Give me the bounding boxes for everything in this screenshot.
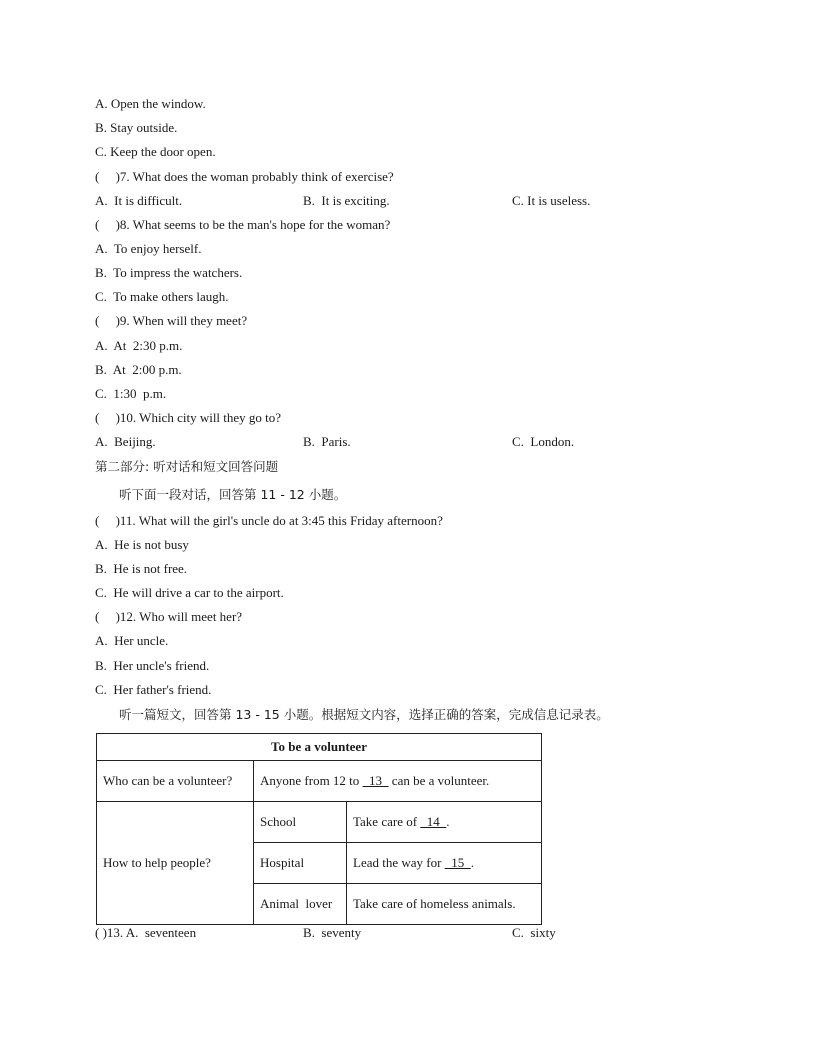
blank-14: 14: [420, 814, 447, 829]
q7-question: ( )7. What does the woman probably think of exercise?: [95, 169, 394, 184]
who-can-volunteer-label: Who can be a volunteer?: [97, 761, 254, 802]
q10-option-a: A. Beijing.: [95, 434, 156, 449]
place-animal-lover: Animal lover: [254, 884, 347, 925]
q13-question: ( )13. A. seventeen: [95, 925, 197, 940]
hospital-text-post: .: [470, 855, 474, 870]
q8-option-a: A. To enjoy herself.: [95, 241, 202, 256]
blank-15: 15: [444, 855, 471, 870]
animal-lover-task: Take care of homeless animals.: [347, 884, 542, 925]
school-text-post: .: [446, 814, 450, 829]
blank-13: 13: [362, 773, 389, 788]
q7-option-a: A. It is difficult.: [95, 193, 183, 208]
row1-text-post: can be a volunteer.: [388, 773, 490, 788]
hospital-task: [347, 843, 542, 884]
q9-option-a: A. At 2:30 p.m.: [95, 338, 183, 353]
volunteer-record-table: [96, 733, 542, 925]
q11-option-c: C. He will drive a car to the airport.: [95, 585, 284, 600]
q12-option-c: C. Her father's friend.: [95, 682, 212, 697]
q12-option-a: A. Her uncle.: [95, 633, 169, 648]
q11-question: ( )11. What will the girl's uncle do at 3:45 this Friday afternoon?: [95, 513, 443, 528]
who-can-volunteer-answer: [254, 761, 542, 802]
q9-option-b: B. At 2:00 p.m.: [95, 362, 182, 377]
place-hospital: Hospital: [254, 843, 347, 884]
q13-option-c: C. sixty: [512, 925, 556, 940]
q11-option-a: A. He is not busy: [95, 537, 189, 552]
place-school: School: [254, 802, 347, 843]
row1-text-pre: Anyone from 12 to: [260, 773, 363, 788]
q9-question: ( )9. When will they meet?: [95, 313, 248, 328]
q8-question: ( )8. What seems to be the man's hope for the woman?: [95, 217, 391, 232]
q12-question: ( )12. Who will meet her?: [95, 609, 243, 624]
part2-heading: 第二部分: 听对话和短文回答问题: [95, 459, 279, 474]
q9-option-c: C. 1:30 p.m.: [95, 386, 167, 401]
hospital-text-pre: Lead the way for: [353, 855, 445, 870]
q8-option-c: C. To make others laugh.: [95, 289, 229, 304]
q7-option-c: C. It is useless.: [512, 193, 591, 208]
q12-option-b: B. Her uncle's friend.: [95, 658, 210, 673]
q8-option-b: B. To impress the watchers.: [95, 265, 243, 280]
q11-option-b: B. He is not free.: [95, 561, 188, 576]
q10-question: ( )10. Which city will they go to?: [95, 410, 282, 425]
school-task: [347, 802, 542, 843]
q13-option-b: B. seventy: [303, 925, 362, 940]
q7-option-b: B. It is exciting.: [303, 193, 390, 208]
q6-option-b: B. Stay outside.: [95, 120, 178, 135]
part2-instruction-11-12: 听下面一段对话，回答第 11 - 12 小题。: [119, 487, 347, 502]
part2-instruction-13-15: 听一篇短文，回答第 13 - 15 小题。根据短文内容，选择正确的答案，完成信息记录表。: [119, 707, 609, 722]
q10-option-b: B. Paris.: [303, 434, 351, 449]
q6-option-c: C. Keep the door open.: [95, 144, 216, 159]
school-text-pre: Take care of: [353, 814, 421, 829]
q10-option-c: C. London.: [512, 434, 575, 449]
q6-option-a: A. Open the window.: [95, 96, 206, 111]
table-title: To be a volunteer: [97, 734, 542, 761]
how-to-help-label: How to help people?: [97, 802, 254, 925]
